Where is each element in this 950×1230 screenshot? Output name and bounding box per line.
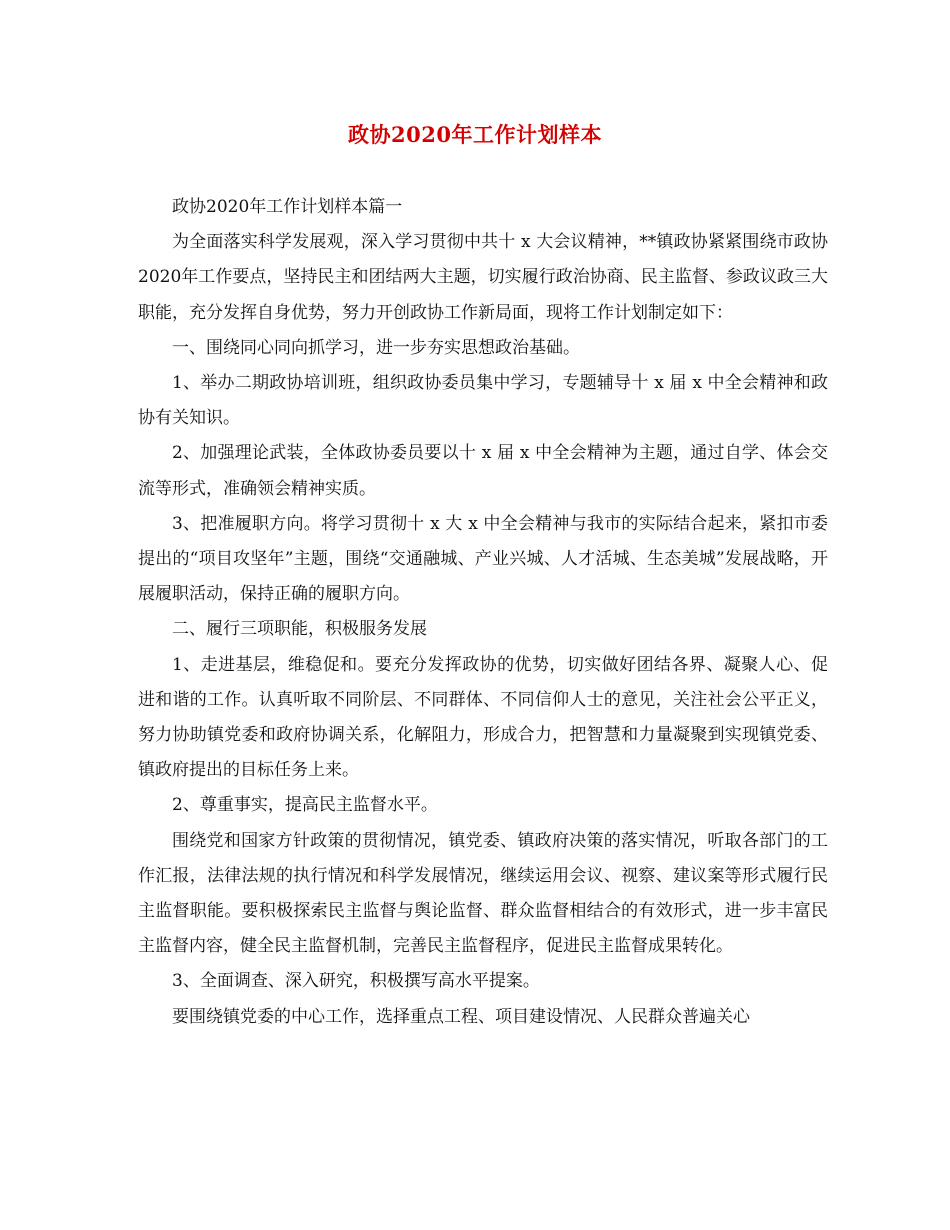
intro-paragraph: 为全面落实科学发展观，深入学习贯彻中共十 x 大会议精神，**镇政协紧紧围绕市政协2020年工作要点，坚持民主和团结两大主题，切实履行政治协商、民主监督、参政议政三大职能，充分发挥自身优势，努力开创政协工作新局面，现将工作计划制定如下：: [138, 232, 828, 323]
section-heading-study: 一、围绕同心同向抓学习，进一步夯实思想政治基础。: [172, 337, 580, 358]
document-body: [138, 190, 828, 1035]
functions-item-2: 2、尊重事实，提高民主监督水平。: [172, 795, 438, 816]
supervision-paragraph: 围绕党和国家方针政策的贯彻情况，镇党委、镇政府决策的落实情况，听取各部门的工作汇报，法律法规的执行情况和科学发展情况，继续运用会议、视察、建议案等形式履行民主监督职能。要积极探索民主监督与舆论监督、群众监督相结合的有效形式，进一步丰富民主监督内容，健全民主监督机制，完善民主监督程序，促进民主监督成果转化。: [138, 830, 828, 957]
document-title: 政协2020年工作计划样本: [348, 122, 602, 147]
section-heading-functions: 二、履行三项职能，积极服务发展: [172, 619, 427, 640]
proposal-paragraph: 要围绕镇党委的中心工作，选择重点工程、项目建设情况、人民群众普遍关心: [172, 1006, 750, 1027]
functions-item-1: 1、走进基层，维稳促和。要充分发挥政协的优势，切实做好团结各界、凝聚人心、促进和谐的工作。认真听取不同阶层、不同群体、不同信仰人士的意见，关注社会公平正义，努力协助镇党委和政府协调关系，化解阻力，形成合力，把智慧和力量凝聚到实现镇党委、镇政府提出的目标任务上来。: [138, 654, 828, 781]
study-item-3: 3、把准履职方向。将学习贯彻十 x 大 x 中全会精神与我市的实际结合起来，紧扣市委提出的“项目攻坚年”主题，围绕“交通融城、产业兴城、人才活城、生态美城”发展战略，开展履职活动，保持正确的履职方向。: [138, 513, 828, 605]
study-item-1: 1、举办二期政协培训班，组织政协委员集中学习，专题辅导十 x 届 x 中全会精神和政协有关知识。: [138, 373, 828, 429]
functions-item-3: 3、全面调查、深入研究，积极撰写高水平提案。: [172, 971, 540, 992]
section-heading-part-one: 政协2020年工作计划样本篇一: [172, 197, 403, 217]
study-item-2: 2、加强理论武装，全体政协委员要以十 x 届 x 中全会精神为主题，通过自学、体会交流等形式，准确领会精神实质。: [138, 443, 828, 499]
